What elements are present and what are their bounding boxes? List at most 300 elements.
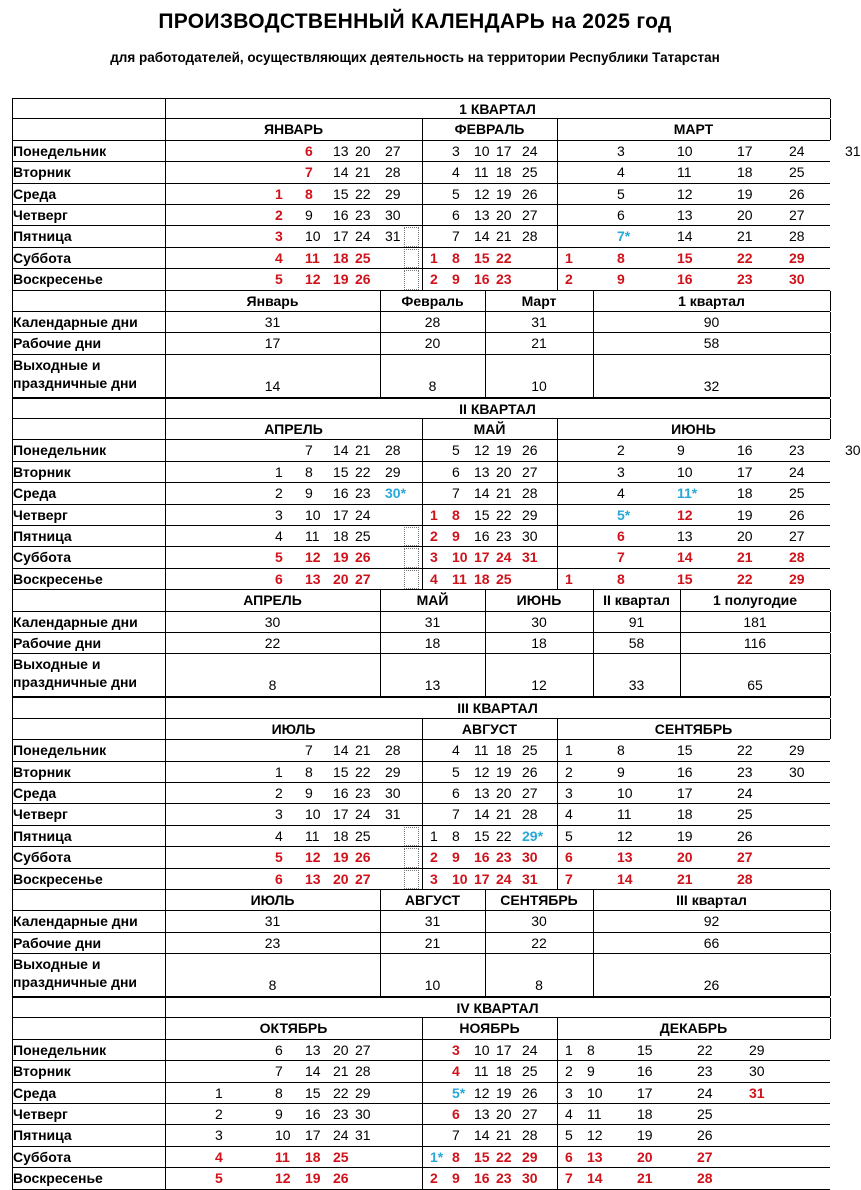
holiday-day: 6 bbox=[452, 1106, 460, 1123]
calendar-day: 7 bbox=[275, 1063, 283, 1080]
cell-divider bbox=[830, 399, 831, 418]
cell-divider bbox=[557, 184, 558, 204]
calendar-day: 13 bbox=[677, 206, 693, 223]
cell-divider bbox=[165, 1061, 166, 1081]
calendar-day: 15 bbox=[333, 185, 349, 202]
calendar-day: 16 bbox=[305, 1106, 321, 1123]
calendar-day: 3 bbox=[275, 506, 283, 523]
month-name: АВГУСТ bbox=[461, 720, 518, 737]
calendar-day: 23 bbox=[697, 1063, 713, 1080]
calendar-day: 28 bbox=[522, 1127, 538, 1144]
table-row bbox=[12, 804, 830, 825]
cell-divider bbox=[422, 1061, 423, 1081]
cell-divider bbox=[830, 911, 831, 931]
weekday-label: Четверг bbox=[13, 1106, 68, 1123]
weekday-label: Среда bbox=[13, 185, 57, 202]
calendar-day: 2 bbox=[275, 485, 283, 502]
summary-header: АПРЕЛЬ bbox=[243, 592, 302, 609]
cell-divider bbox=[830, 355, 831, 397]
table-row bbox=[12, 440, 861, 461]
calendar-day: 23 bbox=[333, 1106, 349, 1123]
holiday-day: 11 bbox=[275, 1148, 290, 1165]
calendar-day: 23 bbox=[789, 442, 805, 459]
calendar-day: 18 bbox=[496, 742, 512, 759]
cell-divider bbox=[422, 1083, 423, 1103]
calendar-day: 11 bbox=[677, 164, 692, 181]
summary-value: 20 bbox=[424, 335, 441, 352]
holiday-day: 22 bbox=[737, 570, 753, 587]
holiday-day: 6 bbox=[565, 1148, 573, 1165]
calendar-day: 3 bbox=[452, 142, 460, 159]
cell-divider bbox=[557, 226, 558, 246]
summary-value: 13 bbox=[424, 677, 441, 694]
calendar-day: 24 bbox=[789, 463, 805, 480]
calendar-day: 28 bbox=[789, 228, 805, 245]
weekday-label: Вторник bbox=[13, 763, 71, 780]
weekday-label: Воскресенье bbox=[13, 570, 103, 587]
calendar-day: 26 bbox=[789, 506, 805, 523]
calendar-day: 26 bbox=[697, 1127, 713, 1144]
cell-divider bbox=[830, 954, 831, 996]
calendar-day: 27 bbox=[385, 142, 401, 159]
table-row bbox=[12, 205, 830, 226]
table-row bbox=[12, 954, 830, 997]
cell-divider bbox=[165, 762, 166, 782]
holiday-day: 25 bbox=[333, 1148, 349, 1165]
calendar-day: 27 bbox=[522, 463, 538, 480]
calendar-day: 4 bbox=[452, 742, 460, 759]
calendar-day: 28 bbox=[522, 806, 538, 823]
holidays-label-line1: Выходные и bbox=[13, 656, 101, 673]
calendar-day: 7 bbox=[305, 742, 313, 759]
cell-divider bbox=[165, 1083, 166, 1103]
holiday-day: 2 bbox=[430, 1170, 438, 1187]
holidays-label bbox=[13, 955, 137, 991]
holiday-day: 23 bbox=[737, 271, 753, 288]
holiday-day: 1 bbox=[565, 249, 573, 266]
cell-divider bbox=[830, 612, 831, 632]
calendar-day: 8 bbox=[452, 827, 460, 844]
calendar-day: 24 bbox=[737, 784, 753, 801]
calendar-day: 30 bbox=[789, 763, 805, 780]
calendar-day: 9 bbox=[305, 206, 313, 223]
cell-divider bbox=[422, 526, 423, 546]
weekday-label: Суббота bbox=[13, 249, 72, 266]
calendar-day: 9 bbox=[677, 442, 685, 459]
calendar-day: 19 bbox=[637, 1127, 653, 1144]
cell-divider bbox=[557, 462, 558, 482]
cell-divider bbox=[422, 869, 423, 889]
calendar-day: 16 bbox=[333, 784, 349, 801]
holiday-day: 9 bbox=[452, 1170, 460, 1187]
calendar-day: 5 bbox=[565, 1127, 573, 1144]
holiday-day: 12 bbox=[305, 849, 321, 866]
holiday-day: 18 bbox=[474, 570, 490, 587]
cell-divider bbox=[557, 783, 558, 803]
holiday-day: 15 bbox=[677, 570, 693, 587]
table-row bbox=[12, 141, 861, 162]
summary-value: 31 bbox=[264, 313, 281, 330]
holiday-day: 18 bbox=[305, 1148, 321, 1165]
summary-header: МАЙ bbox=[416, 592, 449, 609]
table-row bbox=[12, 226, 830, 247]
holiday-day: 20 bbox=[333, 870, 349, 887]
shortened-day: 5* bbox=[452, 1084, 466, 1101]
cell-divider bbox=[165, 1104, 166, 1124]
calendar-day: 10 bbox=[305, 806, 321, 823]
holidays-label-line2: праздничные дни bbox=[13, 674, 138, 691]
table-row bbox=[12, 1061, 830, 1082]
calendar-day: 17 bbox=[496, 1041, 512, 1058]
quarter-title: II КВАРТАЛ bbox=[459, 400, 536, 417]
calendar-day: 15 bbox=[677, 742, 693, 759]
cell-divider bbox=[830, 312, 831, 332]
calendar-day: 24 bbox=[789, 142, 805, 159]
summary-label: Рабочие дни bbox=[13, 634, 102, 651]
holiday-day: 30 bbox=[522, 1170, 538, 1187]
month-name: ЯНВАРЬ bbox=[263, 121, 324, 138]
calendar-day: 21 bbox=[333, 1063, 349, 1080]
table-row bbox=[12, 119, 830, 140]
calendar-day: 14 bbox=[474, 806, 490, 823]
holiday-day: 8 bbox=[452, 506, 460, 523]
holiday-day: 9 bbox=[452, 271, 460, 288]
holiday-day: 8 bbox=[305, 185, 313, 202]
calendar-day: 10 bbox=[305, 506, 321, 523]
holiday-day: 27 bbox=[697, 1148, 713, 1165]
calendar-day: 7 bbox=[452, 228, 460, 245]
calendar-day: 30 bbox=[385, 784, 401, 801]
calendar-day: 24 bbox=[697, 1084, 713, 1101]
calendar-day: 20 bbox=[737, 206, 753, 223]
calendar-day: 23 bbox=[496, 528, 512, 545]
calendar-day: 6 bbox=[452, 463, 460, 480]
cell-divider bbox=[557, 740, 558, 760]
calendar-day: 28 bbox=[522, 485, 538, 502]
cell-divider bbox=[165, 740, 166, 760]
calendar-day: 22 bbox=[496, 827, 512, 844]
calendar-day: 21 bbox=[355, 742, 371, 759]
table-row bbox=[12, 697, 830, 718]
cell-divider bbox=[165, 569, 166, 589]
holiday-day: 16 bbox=[474, 1170, 490, 1187]
holiday-day: 29 bbox=[522, 1148, 538, 1165]
holiday-day: 26 bbox=[355, 849, 371, 866]
summary-value: 22 bbox=[264, 634, 281, 651]
table-row bbox=[12, 933, 830, 954]
holiday-day: 6 bbox=[275, 870, 283, 887]
holiday-day: 24 bbox=[496, 549, 512, 566]
holiday-day: 28 bbox=[789, 549, 805, 566]
quarter-title: 1 КВАРТАЛ bbox=[459, 101, 536, 117]
cell-divider bbox=[557, 141, 558, 161]
summary-value: 90 bbox=[703, 313, 720, 330]
calendar-day: 18 bbox=[737, 485, 753, 502]
calendar-day: 30 bbox=[522, 528, 538, 545]
cell-divider bbox=[422, 740, 423, 760]
weekday-label: Пятница bbox=[13, 1127, 72, 1144]
calendar-day: 27 bbox=[789, 206, 805, 223]
calendar-day: 6 bbox=[275, 1041, 283, 1058]
weekday-label: Суббота bbox=[13, 849, 72, 866]
cell-divider bbox=[830, 1018, 831, 1038]
cell-divider bbox=[557, 269, 558, 289]
holiday-day: 7 bbox=[565, 1170, 573, 1187]
holiday-day: 22 bbox=[737, 249, 753, 266]
table-row bbox=[12, 826, 830, 847]
calendar-day: 7 bbox=[452, 806, 460, 823]
summary-header: 1 квартал bbox=[678, 292, 745, 309]
cell-divider bbox=[165, 205, 166, 225]
cell-divider bbox=[557, 162, 558, 182]
summary-value: 10 bbox=[531, 377, 547, 394]
calendar-day: 23 bbox=[355, 485, 371, 502]
calendar-day: 25 bbox=[355, 827, 371, 844]
holiday-day: 7 bbox=[617, 549, 625, 566]
summary-header: СЕНТЯБРЬ bbox=[500, 891, 578, 908]
page-title: ПРОИЗВОДСТВЕННЫЙ КАЛЕНДАРЬ на 2025 год bbox=[158, 10, 672, 33]
calendar-day: 29 bbox=[385, 463, 401, 480]
cell-divider bbox=[557, 762, 558, 782]
calendar-day: 18 bbox=[333, 827, 349, 844]
calendar-day: 22 bbox=[355, 763, 371, 780]
empty-cell-box bbox=[404, 848, 419, 867]
summary-value: 66 bbox=[703, 934, 720, 951]
weekday-label: Четверг bbox=[13, 806, 68, 823]
calendar-day: 14 bbox=[677, 228, 693, 245]
holidays-label bbox=[13, 655, 137, 691]
month-name: ИЮЛЬ bbox=[271, 720, 316, 737]
calendar-day: 9 bbox=[587, 1063, 595, 1080]
calendar-day: 20 bbox=[355, 142, 371, 159]
summary-value: 28 bbox=[424, 313, 441, 330]
shortened-day: 30* bbox=[385, 485, 407, 502]
holiday-day: 13 bbox=[305, 870, 321, 887]
calendar-day: 4 bbox=[617, 164, 625, 181]
calendar-day: 27 bbox=[522, 206, 538, 223]
holiday-day: 27 bbox=[355, 570, 371, 587]
calendar-day: 20 bbox=[737, 528, 753, 545]
calendar-day: 8 bbox=[587, 1041, 595, 1058]
shortened-day: 11* bbox=[677, 485, 698, 502]
cell-divider bbox=[165, 1147, 166, 1167]
holiday-day: 30 bbox=[522, 849, 538, 866]
holiday-day: 27 bbox=[355, 870, 371, 887]
calendar-day: 1 bbox=[565, 742, 573, 759]
calendar-day: 20 bbox=[496, 784, 512, 801]
empty-cell-box bbox=[404, 227, 419, 246]
calendar-day: 24 bbox=[522, 1041, 538, 1058]
calendar-day: 18 bbox=[496, 1063, 512, 1080]
cell-divider bbox=[557, 205, 558, 225]
calendar-day: 2 bbox=[275, 784, 283, 801]
calendar-day: 25 bbox=[697, 1106, 713, 1123]
calendar-day: 15 bbox=[637, 1041, 653, 1058]
calendar-day: 11 bbox=[474, 742, 489, 759]
cell-divider bbox=[165, 526, 166, 546]
calendar-day: 21 bbox=[355, 164, 371, 181]
calendar-day: 16 bbox=[333, 485, 349, 502]
holiday-day: 2 bbox=[565, 271, 573, 288]
table-row bbox=[12, 890, 830, 911]
calendar-day: 13 bbox=[333, 142, 349, 159]
calendar-day: 13 bbox=[677, 528, 693, 545]
calendar-day: 20 bbox=[496, 1106, 512, 1123]
table-row bbox=[12, 590, 830, 611]
calendar-day: 14 bbox=[305, 1063, 321, 1080]
calendar-day: 10 bbox=[617, 784, 633, 801]
holiday-day: 15 bbox=[474, 1148, 490, 1165]
weekday-label: Понедельник bbox=[13, 142, 107, 159]
cell-divider bbox=[422, 1125, 423, 1145]
cell-divider bbox=[830, 119, 831, 139]
calendar-day: 1 bbox=[275, 763, 283, 780]
calendar-day: 11 bbox=[305, 827, 320, 844]
empty-cell-box bbox=[404, 570, 419, 589]
calendar-day: 11 bbox=[474, 1063, 489, 1080]
summary-value: 30 bbox=[264, 613, 281, 630]
cell-divider bbox=[557, 1040, 558, 1060]
summary-header: Февраль bbox=[401, 292, 464, 309]
cell-divider bbox=[165, 1040, 166, 1060]
calendar-day: 25 bbox=[522, 1063, 538, 1080]
calendar-day: 31 bbox=[385, 806, 401, 823]
calendar-day: 17 bbox=[333, 506, 349, 523]
summary-value: 181 bbox=[743, 613, 767, 630]
cell-divider bbox=[165, 783, 166, 803]
summary-value: 30 bbox=[531, 913, 547, 930]
calendar-day: 19 bbox=[737, 506, 753, 523]
summary-value: 31 bbox=[264, 913, 281, 930]
summary-value: 8 bbox=[268, 677, 277, 694]
calendar-day: 14 bbox=[333, 742, 349, 759]
holiday-day: 14 bbox=[587, 1170, 603, 1187]
summary-value: 91 bbox=[628, 613, 645, 630]
summary-header: АВГУСТ bbox=[404, 891, 461, 908]
table-row bbox=[12, 633, 830, 654]
calendar-day: 14 bbox=[474, 228, 490, 245]
calendar-day: 8 bbox=[275, 1084, 283, 1101]
cell-divider bbox=[165, 269, 166, 289]
calendar-day: 18 bbox=[333, 528, 349, 545]
holiday-day: 13 bbox=[587, 1148, 603, 1165]
calendar-day: 24 bbox=[355, 506, 371, 523]
calendar-day: 21 bbox=[496, 806, 512, 823]
calendar-day: 22 bbox=[496, 506, 512, 523]
shortened-day: 1* bbox=[430, 1148, 444, 1165]
calendar-day: 10 bbox=[677, 463, 693, 480]
holiday-day: 26 bbox=[333, 1170, 349, 1187]
holiday-day: 20 bbox=[637, 1148, 653, 1165]
calendar-day: 5 bbox=[565, 827, 573, 844]
summary-value: 30 bbox=[531, 613, 547, 630]
table-row bbox=[12, 740, 830, 761]
summary-value: 23 bbox=[264, 934, 281, 951]
month-name: ИЮНЬ bbox=[671, 421, 716, 438]
calendar-day: 23 bbox=[737, 763, 753, 780]
holiday-day: 6 bbox=[305, 142, 313, 159]
holiday-day: 5 bbox=[215, 1170, 223, 1187]
cell-divider bbox=[557, 1104, 558, 1124]
calendar-day: 4 bbox=[617, 485, 625, 502]
holiday-day: 10 bbox=[452, 549, 468, 566]
calendar-day: 13 bbox=[474, 1106, 490, 1123]
holiday-day: 6 bbox=[565, 849, 573, 866]
holiday-day: 29 bbox=[789, 249, 805, 266]
holiday-day: 21 bbox=[737, 549, 753, 566]
table-row bbox=[12, 997, 830, 1018]
table-row bbox=[12, 526, 830, 547]
cell-divider bbox=[830, 998, 831, 1017]
empty-cell-box bbox=[404, 827, 419, 846]
calendar-day: 16 bbox=[333, 206, 349, 223]
holiday-day: 3 bbox=[452, 1041, 460, 1058]
calendar-day: 23 bbox=[355, 784, 371, 801]
month-name: ДЕКАБРЬ bbox=[659, 1020, 728, 1037]
table-row bbox=[12, 462, 830, 483]
table-row bbox=[12, 398, 830, 419]
holiday-day: 6 bbox=[617, 528, 625, 545]
cell-divider bbox=[830, 99, 831, 118]
summary-value: 8 bbox=[268, 977, 277, 994]
month-name: ОКТЯБРЬ bbox=[259, 1020, 328, 1037]
calendar-day: 12 bbox=[474, 763, 490, 780]
weekday-label: Вторник bbox=[13, 463, 71, 480]
cell-divider bbox=[422, 483, 423, 503]
calendar-day: 31 bbox=[355, 1127, 371, 1144]
table-row bbox=[12, 869, 830, 890]
calendar-day: 5 bbox=[617, 185, 625, 202]
calendar-day: 21 bbox=[496, 228, 512, 245]
weekday-label: Пятница bbox=[13, 528, 72, 545]
cell-divider bbox=[165, 1168, 166, 1188]
holiday-day: 26 bbox=[355, 271, 371, 288]
calendar-day: 7 bbox=[452, 485, 460, 502]
calendar-day: 18 bbox=[677, 806, 693, 823]
calendar-day: 13 bbox=[474, 463, 490, 480]
calendar-day: 7 bbox=[305, 442, 313, 459]
table-row bbox=[12, 312, 830, 333]
holiday-day: 25 bbox=[355, 249, 371, 266]
holiday-day: 9 bbox=[452, 849, 460, 866]
calendar-day: 19 bbox=[496, 1084, 512, 1101]
calendar-day: 4 bbox=[275, 827, 283, 844]
summary-value: 21 bbox=[531, 335, 547, 352]
table-row bbox=[12, 333, 830, 354]
calendar-day: 21 bbox=[496, 485, 512, 502]
calendar-day: 22 bbox=[355, 185, 371, 202]
weekday-label: Вторник bbox=[13, 1063, 71, 1080]
holiday-day: 4 bbox=[452, 1063, 460, 1080]
summary-value: 116 bbox=[743, 634, 767, 651]
calendar-day: 28 bbox=[385, 442, 401, 459]
cell-divider bbox=[557, 1061, 558, 1081]
holiday-day: 19 bbox=[333, 271, 349, 288]
calendar-day: 15 bbox=[305, 1084, 321, 1101]
table-row bbox=[12, 847, 830, 868]
holiday-day: 12 bbox=[305, 271, 321, 288]
calendar-day: 27 bbox=[355, 1041, 371, 1058]
holiday-day: 13 bbox=[305, 570, 321, 587]
calendar-day: 31 bbox=[385, 228, 401, 245]
cell-divider bbox=[422, 226, 423, 246]
table-row bbox=[12, 1040, 830, 1061]
calendar-day: 24 bbox=[355, 806, 371, 823]
calendar-day: 10 bbox=[587, 1084, 603, 1101]
weekday-label: Среда bbox=[13, 784, 57, 801]
weekday-label: Понедельник bbox=[13, 1041, 107, 1058]
cell-divider bbox=[830, 698, 831, 717]
